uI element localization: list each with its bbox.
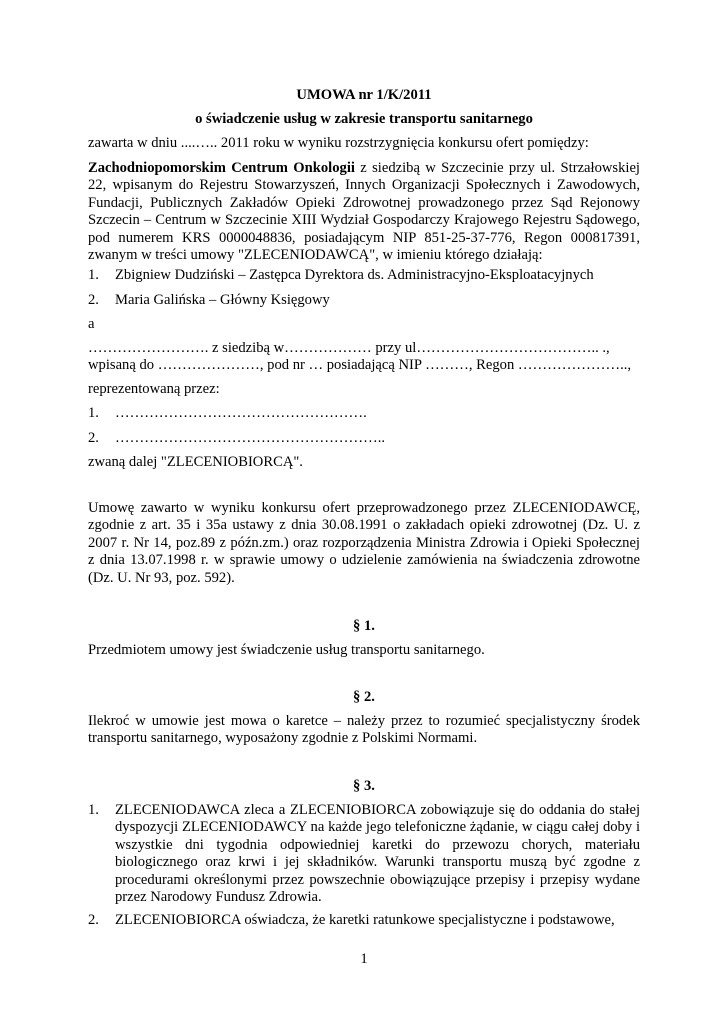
list-text: ZLECENIODAWCA zleca a ZLECENIOBIORCA zobowiązuje się do oddania do stałej dyspozycji ZLECENIODAWCY na każde jego telefoniczne żądanie, w ciągu całej doby i wszystkie dni tygodnia odpowiedniej karetki do przewozu chorych, materiału biologicznego oraz krwi i jej składników. Warunki transportu muszą być zgodne z procedurami określonymi przez powszechnie obowiązujące przepisy i przepisy wydane przez Narodowy Fundusz Zdrowia.	[115, 802, 640, 906]
list-number: 2.	[88, 430, 99, 446]
party2-line-2: wpisaną do …………………, pod nr … posiadającą NIP ………, Regon …………………..,	[88, 357, 632, 373]
concluded-statement: zawarta w dniu ....….. 2011 roku w wyniku rozstrzygnięcia konkursu ofert pomiędzy:	[88, 135, 589, 151]
list-text: …………………………………………….	[115, 405, 367, 421]
page-number: 1	[360, 951, 368, 967]
list-number: 2.	[88, 292, 99, 308]
contract-title: UMOWA nr 1/K/2011	[296, 87, 432, 103]
list-text: Maria Galińska – Główny Księgowy	[115, 292, 330, 308]
represented-by-label: reprezentowaną przez:	[88, 381, 220, 397]
list-number: 1.	[88, 405, 99, 421]
basis-paragraph: Umowę zawarto w wyniku konkursu ofert przeprowadzonego przez ZLECENIODAWCĘ, zgodnie z art. 35 i 35a ustawy z dnia 30.08.1991 o zakładach opieki zdrowotnej (Dz. U. z 2007 r. Nr 14, poz.89 z późn.zm.) oraz rozporządzenia Ministra Zdrowia i Opieki Społecznej z dnia 13.07.1998 r. w sprawie umowy o udzielenie zamówienia na świadczenia zdrowotne (Dz. U. Nr 93, poz. 592).	[88, 500, 640, 586]
list-text: ZLECENIOBIORCA oświadcza, że karetki ratunkowe specjalistyczne i podstawowe,	[115, 912, 615, 928]
party1-details: z siedzibą w Szczecinie przy ul. Strzałowskiej 22, wpisanym do Rejestru Stowarzyszeń, Innych Organizacji Społecznych i Zawodowych, Fundacji, Publicznych Zakładów Opieki Zdrowotnej prowadzonego przez Sąd Rejonowy Szczecin – Centrum w Szczecinie XIII Wydział Gospodarczy Krajowego Rejestru Sądowego, pod numerem KRS 0000048836, posiadającym NIP 851-25-37-776, Regon 000817391, zwanym w treści umowy "ZLECENIODAWCĄ", w imieniu którego działają:	[88, 160, 640, 264]
list-number: 2.	[88, 912, 99, 928]
list-text: ………………………………………………..	[115, 430, 385, 446]
party2-line-1: ……………………. z siedzibą w……………… przy ul……………………………….. .,	[88, 340, 610, 356]
list-number: 1.	[88, 267, 99, 283]
section-heading: § 2.	[353, 689, 375, 705]
contract-subtitle: o świadczenie usług w zakresie transportu sanitarnego	[195, 111, 533, 127]
party1-name: Zachodniopomorskim Centrum Onkologii	[88, 160, 355, 176]
section-text: Przedmiotem umowy jest świadczenie usług transportu sanitarnego.	[88, 642, 485, 658]
called-contractor: zwaną dalej "ZLECENIOBIORCĄ".	[88, 454, 303, 470]
section-heading: § 3.	[353, 778, 375, 794]
party1-paragraph	[88, 160, 640, 264]
list-number: 1.	[88, 802, 99, 818]
list-text: Zbigniew Dudziński – Zastępca Dyrektora ds. Administracyjno-Eksploatacyjnych	[115, 267, 594, 283]
section-text: Ilekroć w umowie jest mowa o karetce – należy przez to rozumieć specjalistyczny środek transportu sanitarnego, wyposażony zgodnie z Polskimi Normami.	[88, 713, 640, 747]
conjunction: a	[88, 316, 95, 332]
section-heading: § 1.	[353, 618, 375, 634]
